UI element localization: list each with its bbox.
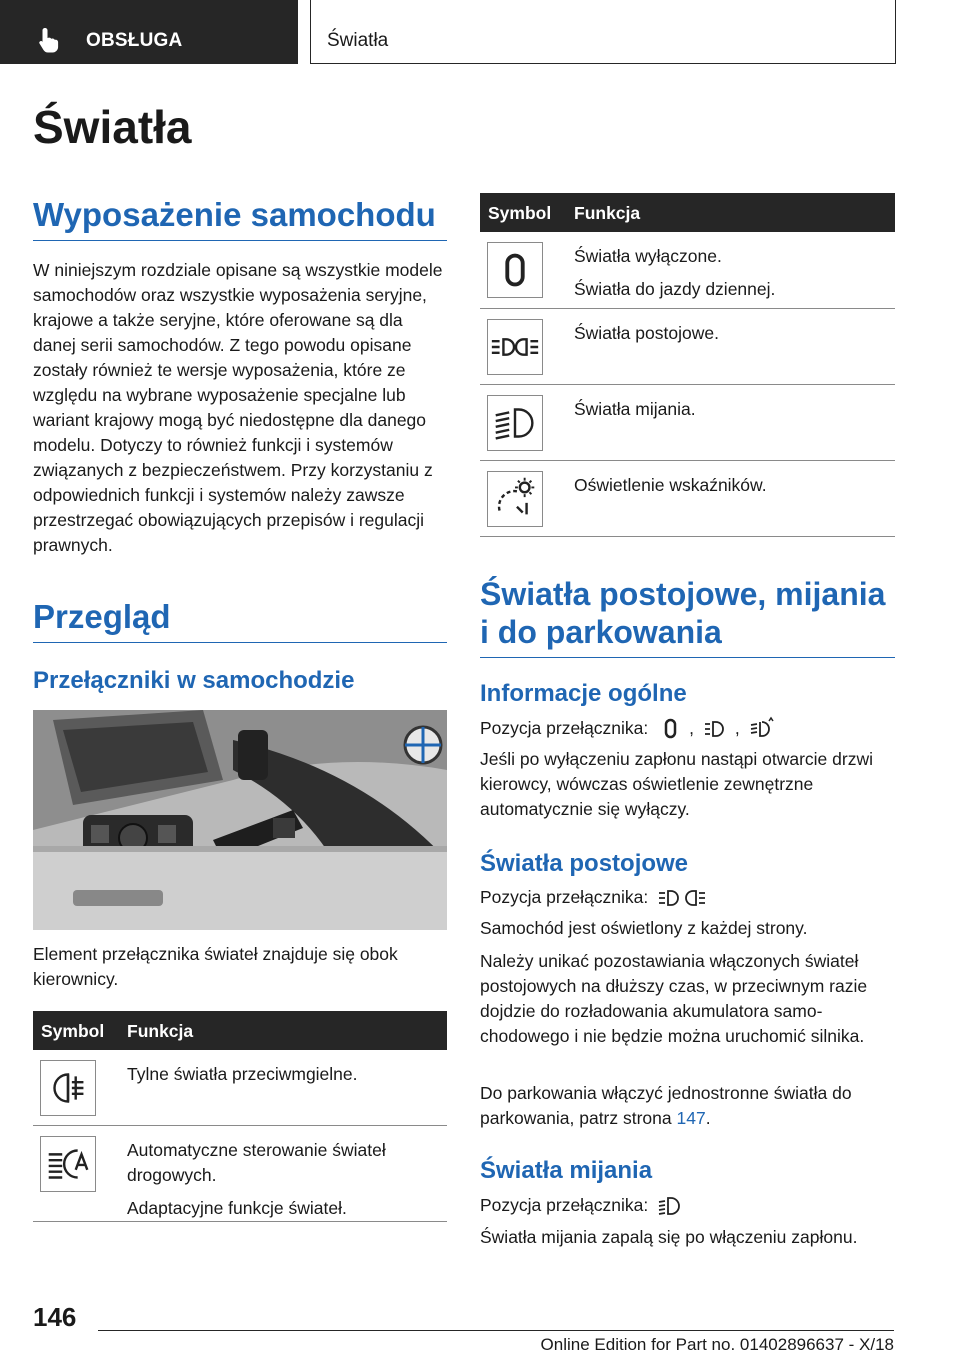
general-switch-position: Pozycja przełącznika: , , bbox=[480, 716, 895, 742]
chapter-label: Światła bbox=[327, 30, 389, 51]
chapter-tab bbox=[310, 0, 896, 64]
switch-caption: Element przełącznika świateł znajduje się obok kierownicy. bbox=[33, 944, 398, 989]
heading-general: Informacje ogólne bbox=[480, 680, 687, 707]
table-row: Tylne światła przeciwmgielne. bbox=[33, 1050, 447, 1126]
parking-lights-icon bbox=[703, 716, 731, 742]
parking-paragraph-2: Należy unikać pozostawiania włączonych świateł postojowych na dłuższy czas, w przeciwnym razie dojdzie do rozładowania akumulatora samochodowego i nie będzie można uruchomić silnika. bbox=[480, 951, 868, 1046]
low-beam-icon bbox=[657, 1193, 685, 1219]
lights-off-icon bbox=[487, 242, 543, 298]
parking-paragraph-1: Samochód jest oświetlony z każdej strony. bbox=[480, 918, 808, 938]
parking-lights-icon bbox=[487, 319, 543, 375]
general-paragraph: Jeśli po wyłączeniu zapłonu nastąpi otwarcie drzwi kierowcy, wówczas oświetlenie zewnętrzne automatycznie się wyłączy. bbox=[480, 749, 873, 819]
auto-light-icon bbox=[40, 1136, 96, 1192]
parking-lights-icon bbox=[657, 885, 707, 911]
col-function: Funkcja bbox=[127, 1021, 194, 1041]
table-row: Automatyczne sterowanie świateł drogowych. Adaptacyjne funkcje świateł. bbox=[33, 1126, 447, 1222]
page-number: 146 bbox=[33, 1302, 77, 1332]
lights-off-icon bbox=[657, 716, 685, 742]
rear-fog-icon bbox=[40, 1060, 96, 1116]
hand-pointer-icon bbox=[36, 26, 62, 54]
low-beam-auto-icon bbox=[749, 716, 777, 742]
col-symbol: Symbol bbox=[41, 1021, 105, 1041]
edition-footer: Online Edition for Part no. 01402896637 - X/18 bbox=[540, 1335, 894, 1354]
heading-equipment: Wyposażenie samochodu bbox=[33, 196, 447, 241]
symbol-table-left bbox=[33, 1011, 447, 1222]
table-header bbox=[33, 1011, 447, 1050]
section-tab bbox=[0, 0, 298, 64]
heading-switches: Przełączniki w samochodzie bbox=[33, 667, 355, 694]
parking-paragraph-3: Do parkowania włączyć jednostronne światła do parkowania, patrz strona 147. bbox=[480, 1083, 852, 1128]
page-header bbox=[0, 0, 960, 66]
light-switch-photo bbox=[33, 710, 447, 930]
section-label: OBSŁUGA bbox=[86, 30, 183, 51]
low-beam-switch-position: Pozycja przełącznika: bbox=[480, 1193, 895, 1219]
dashboard-image bbox=[33, 710, 447, 930]
heading-low-beam: Światła mijania bbox=[480, 1157, 653, 1184]
page-link-147[interactable]: 147 bbox=[676, 1108, 706, 1128]
symbol-table-right bbox=[480, 193, 895, 537]
heading-parking-lowbeam: Światła postojowe, mijania i do parkowania bbox=[480, 575, 895, 658]
equipment-paragraph: W niniejszym rozdziale opisane są wszystkie modele samochodów oraz wszystkie wyposażenia seryjne, krajowe a także seryjne, które oferowane są dla danej serii samochodów. Z tego powodu opisane zostały również te wersje wyposażenia, które ze względu na wybrane wyposażenie specjalne lub wariant krajowy mogą być niedostępne dla danego modelu. Dotyczy to również funkcji i systemów związanych z bezpieczeństwem. Przy korzystaniu z odpowiednich funkcji i systemów należy zawsze przestrzegać obowiązujących przepisów i regulacji prawnych. bbox=[33, 260, 443, 555]
table-header bbox=[480, 193, 895, 232]
footer-divider bbox=[98, 1330, 894, 1331]
instrument-lighting-icon bbox=[487, 471, 543, 527]
page-title: Światła bbox=[33, 101, 192, 153]
low-beam-paragraph: Światła mijania zapalą się po włączeniu zapłonu. bbox=[480, 1227, 858, 1247]
table-row: Światła wyłączone. Światła do jazdy dziennej. bbox=[480, 232, 895, 309]
table-row: Światła postojowe. bbox=[480, 309, 895, 385]
parking-switch-position: Pozycja przełącznika: bbox=[480, 885, 895, 911]
heading-parking-lights: Światła postojowe bbox=[480, 850, 689, 877]
col-function: Funkcja bbox=[574, 203, 641, 223]
col-symbol: Symbol bbox=[488, 203, 552, 223]
table-row: Światła mijania. bbox=[480, 385, 895, 461]
heading-overview: Przegląd bbox=[33, 598, 447, 643]
table-row: Oświetlenie wskaźników. bbox=[480, 461, 895, 537]
low-beam-icon bbox=[487, 395, 543, 451]
